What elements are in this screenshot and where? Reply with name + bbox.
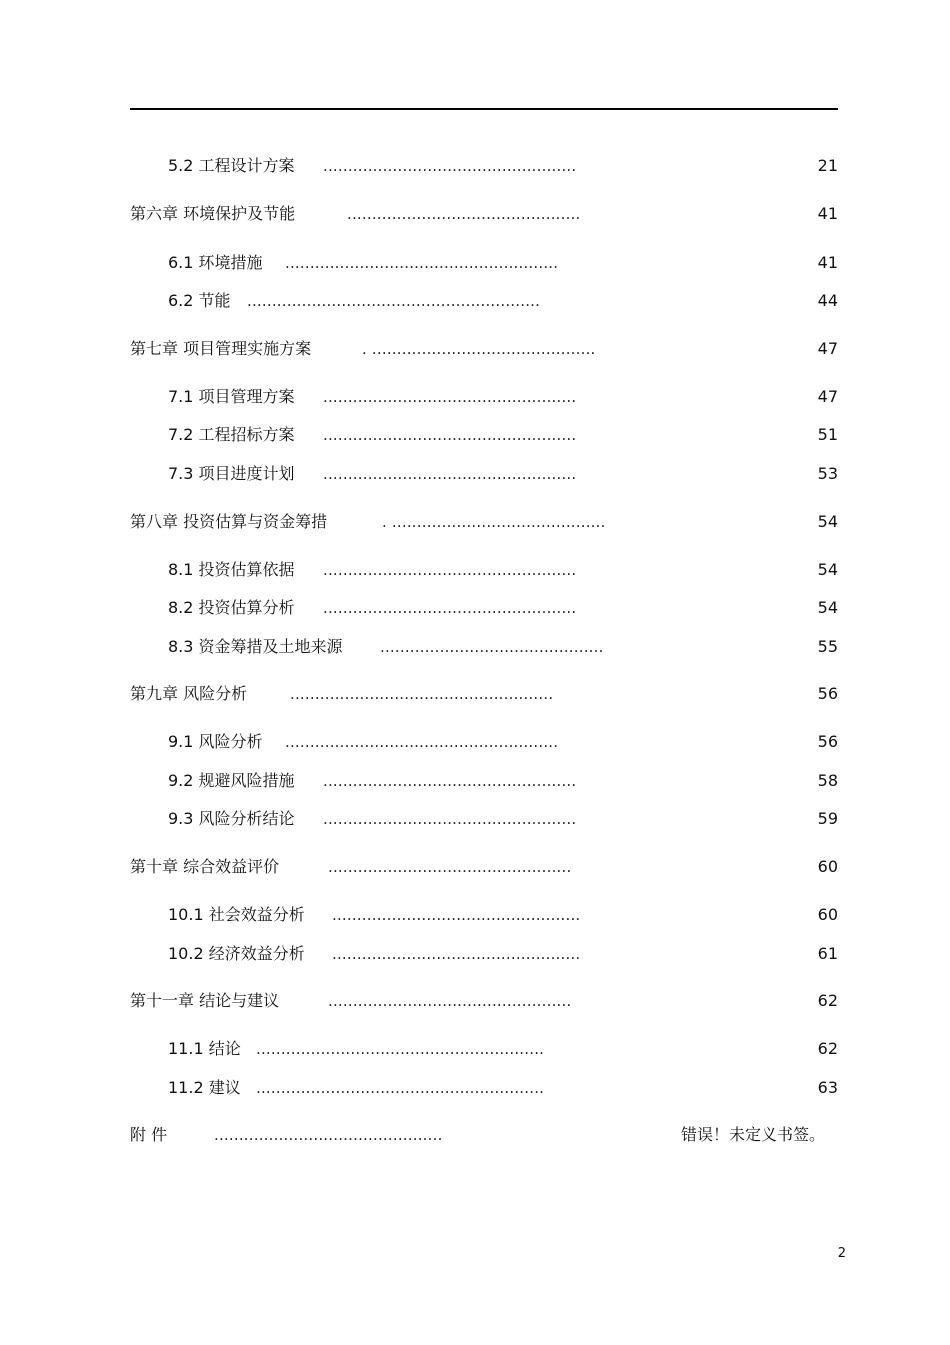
toc-entry-label: 8.1 投资估算依据 [168, 560, 295, 579]
toc-page-number: 60 [817, 905, 838, 924]
toc-leader-dots: .................................................. [332, 906, 581, 924]
toc-entry[interactable] [168, 423, 838, 447]
toc-leader-dots: ................................................... [323, 426, 577, 444]
toc-entry[interactable] [130, 337, 838, 361]
toc-entry[interactable] [130, 855, 838, 879]
toc-entry[interactable] [130, 202, 838, 226]
toc-page-number: 63 [817, 1078, 838, 1097]
toc-entry[interactable] [168, 1076, 838, 1100]
toc-entry[interactable] [130, 1123, 825, 1147]
toc-page-number: 56 [817, 732, 838, 751]
toc-entry[interactable] [168, 942, 838, 966]
toc-entry[interactable] [168, 769, 838, 793]
toc-page-number: 62 [817, 1039, 838, 1058]
toc-entry[interactable] [168, 596, 838, 620]
toc-page-number: 错误！未定义书签。 [680, 1125, 825, 1144]
toc-page-number: 55 [817, 637, 838, 656]
toc-page-number: 44 [817, 291, 838, 310]
toc-entry-label: 7.3 项目进度计划 [168, 464, 295, 483]
toc-page-number: 60 [817, 857, 838, 876]
toc-leader-dots: ................................................... [323, 772, 577, 790]
toc-page-number: 51 [817, 425, 838, 444]
toc-page-number: 47 [817, 339, 838, 358]
toc-leader-dots: ....................................................... [285, 254, 559, 272]
toc-entry[interactable] [168, 154, 838, 178]
toc-leader-dots: ................................................... [323, 810, 577, 828]
toc-page-number: 41 [817, 204, 838, 223]
toc-page-number: 47 [817, 387, 838, 406]
toc-entry-label: 9.3 风险分析结论 [168, 809, 295, 828]
toc-entry-label: 8.2 投资估算分析 [168, 598, 295, 617]
toc-leader-dots: ................................................... [323, 465, 577, 483]
toc-entry-label: 10.2 经济效益分析 [168, 944, 305, 963]
toc-page-number: 41 [817, 253, 838, 272]
toc-entry[interactable] [168, 289, 838, 313]
toc-leader-dots: ....................................................... [285, 733, 559, 751]
toc-entry[interactable] [130, 989, 838, 1013]
toc-page-number: 58 [817, 771, 838, 790]
toc-page-number: 54 [817, 598, 838, 617]
toc-entry[interactable] [168, 558, 838, 582]
toc-leader-dots: ................................................... [323, 388, 577, 406]
toc-entry[interactable] [168, 251, 838, 275]
toc-leader-dots: ................................................... [323, 561, 577, 579]
toc-leader-dots: ................................................... [323, 157, 577, 175]
toc-entry-label: 8.3 资金筹措及土地来源 [168, 637, 343, 656]
toc-entry[interactable] [168, 462, 838, 486]
toc-entry-label: 11.2 建议 [168, 1078, 241, 1097]
toc-leader-dots: .............................................. [214, 1126, 443, 1144]
toc-entry[interactable] [168, 903, 838, 927]
toc-page-number: 21 [817, 156, 838, 175]
toc-entry[interactable] [168, 730, 838, 754]
toc-leader-dots: .................................................. [332, 945, 581, 963]
toc-page-number: 56 [817, 684, 838, 703]
toc-entry[interactable] [168, 635, 838, 659]
toc-entry-label: 附 件 [130, 1125, 168, 1144]
toc-entry[interactable] [168, 1037, 838, 1061]
toc-entry-label: 6.1 环境措施 [168, 253, 263, 272]
toc-leader-dots: ................................................. [328, 858, 572, 876]
page-number: 2 [837, 1246, 846, 1261]
toc-entry-label: 10.1 社会效益分析 [168, 905, 305, 924]
toc-leader-dots: ..................................................... [290, 685, 554, 703]
toc-entry-label: 5.2 工程设计方案 [168, 156, 295, 175]
toc-page-number: 54 [817, 512, 838, 531]
toc-leader-dots: .......................................................... [256, 1079, 545, 1097]
toc-page-number: 54 [817, 560, 838, 579]
toc-page-number: 59 [817, 809, 838, 828]
header-rule [130, 108, 838, 110]
toc-leader-dots: . ............................................. [362, 340, 596, 358]
toc-page-number: 53 [817, 464, 838, 483]
toc-entry-label: 第九章 风险分析 [130, 684, 248, 703]
toc-entry[interactable] [168, 385, 838, 409]
toc-page-number: 62 [817, 991, 838, 1010]
toc-leader-dots: ............................................. [380, 638, 604, 656]
toc-entry[interactable] [130, 510, 838, 534]
toc-leader-dots: ........................................................... [247, 292, 541, 310]
toc-entry-label: 第七章 项目管理实施方案 [130, 339, 312, 358]
toc-entry-label: 7.1 项目管理方案 [168, 387, 295, 406]
toc-entry-label: 7.2 工程招标方案 [168, 425, 295, 444]
toc-entry[interactable] [130, 682, 838, 706]
toc-entry-label: 11.1 结论 [168, 1039, 241, 1058]
toc-leader-dots: .......................................................... [256, 1040, 545, 1058]
toc-entry-label: 第十章 综合效益评价 [130, 857, 280, 876]
toc-entry[interactable] [168, 807, 838, 831]
toc-entry-label: 第六章 环境保护及节能 [130, 204, 296, 223]
toc-leader-dots: ................................................... [323, 599, 577, 617]
toc-entry-label: 9.1 风险分析 [168, 732, 263, 751]
toc-entry-label: 第十一章 结论与建议 [130, 991, 280, 1010]
toc-leader-dots: . ........................................... [382, 513, 606, 531]
toc-leader-dots: ................................................. [328, 992, 572, 1010]
toc-entry-label: 9.2 规避风险措施 [168, 771, 295, 790]
toc-entry-label: 第八章 投资估算与资金筹措 [130, 512, 328, 531]
toc-page-number: 61 [817, 944, 838, 963]
toc-leader-dots: ............................................... [347, 205, 581, 223]
toc-entry-label: 6.2 节能 [168, 291, 231, 310]
